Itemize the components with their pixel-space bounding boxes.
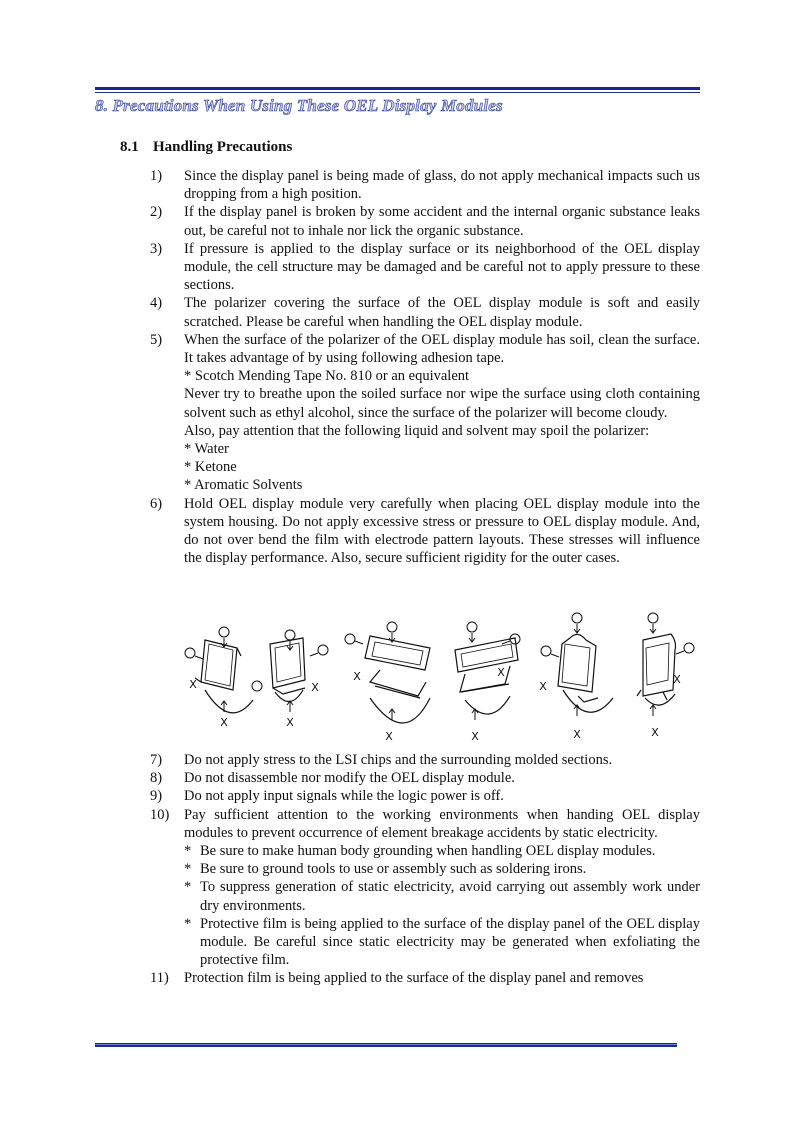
item-paragraph: If pressure is applied to the display surface or its neighborhood of the OEL display module, the cell structure may be damaged and be careful not to apply pressure to these sections.: [184, 240, 700, 294]
item-paragraph: Never try to breathe upon the soiled surface nor wipe the surface using cloth containing solvent such as ethyl alcohol, since the surface of the polarizer will become cloudy.: [184, 386, 700, 421]
precaution-list-part-1: [150, 167, 700, 567]
item-paragraph: Also, pay attention that the following liquid and solvent may spoil the polarizer:: [184, 422, 650, 439]
svg-text:X: X: [385, 730, 393, 743]
sub-bullet: [184, 842, 700, 860]
item-paragraph: * Water: [184, 441, 229, 458]
list-item: [150, 806, 700, 970]
item-body: [184, 969, 700, 987]
item-body: [184, 787, 700, 805]
panel-drawing-3: [365, 636, 430, 698]
item-number: 4): [150, 295, 163, 312]
list-item: [150, 495, 700, 568]
section-title: Handling Precautions: [153, 139, 293, 155]
svg-text:X: X: [353, 670, 361, 683]
item-body: [184, 167, 700, 203]
list-item: [150, 331, 700, 495]
svg-text:X: X: [189, 678, 197, 691]
list-item: [150, 240, 700, 295]
section-number: 8.1: [120, 139, 139, 155]
item-number: 11): [150, 970, 169, 987]
item-number: 3): [150, 240, 163, 257]
svg-text:X: X: [539, 680, 547, 693]
bullet-star: *: [184, 879, 192, 896]
item-number: 7): [150, 752, 163, 768]
svg-text:X: X: [651, 726, 659, 739]
panel-drawing-6: [637, 634, 676, 700]
precaution-list-part-2: [150, 751, 700, 988]
item-number: 2): [150, 204, 163, 221]
list-item: [150, 969, 700, 987]
item-body: [184, 294, 700, 330]
item-number: 8): [150, 770, 163, 787]
item-body: [184, 203, 700, 239]
list-item: [150, 167, 700, 203]
list-item: [150, 203, 700, 239]
list-item: [150, 751, 700, 769]
item-paragraph: Do not apply stress to the LSI chips and the surrounding molded sections.: [184, 752, 613, 768]
sub-bullet-text: To suppress generation of static electricity, avoid carrying out assembly work under dry environments.: [200, 879, 700, 914]
bullet-star: *: [184, 843, 192, 860]
item-paragraph: Do not disassemble nor modify the OEL display module.: [184, 770, 515, 787]
svg-text:X: X: [497, 666, 505, 679]
item-paragraph: * Ketone: [184, 459, 237, 476]
header-rule: [95, 87, 700, 93]
list-item: [150, 769, 700, 787]
item-body: [184, 331, 700, 495]
svg-text:X: X: [573, 728, 581, 741]
item-paragraph: Protection film is being applied to the surface of the display panel and removes: [184, 970, 644, 987]
bullet-star: *: [184, 915, 192, 932]
item-paragraph: Hold OEL display module very carefully when placing OEL display module into the system housing. Do not apply excessive stress or pressure to OEL display module. And, do not over bend the film with electrode pattern layouts. These stresses will influence the display performance. Also, secure sufficient rigidity for the outer cases.: [184, 495, 700, 567]
svg-text:X: X: [286, 716, 294, 729]
sub-bullet-text: Protective film is being applied to the surface of the display panel of the OEL display module. Be careful since static electricity may be generated when exfoliating the protective film.: [200, 915, 700, 969]
item-body: [184, 495, 700, 568]
item-number: 6): [150, 495, 163, 512]
svg-text:X: X: [673, 673, 681, 686]
item-number: 9): [150, 788, 163, 805]
sub-bullet: [184, 860, 700, 878]
svg-text:X: X: [220, 716, 228, 729]
item-number: 5): [150, 331, 163, 348]
sub-bullet-text: Be sure to ground tools to use or assembly such as soldering irons.: [200, 861, 587, 878]
sub-bullet-text: Be sure to make human body grounding when handling OEL display modules.: [200, 843, 656, 860]
svg-text:X: X: [311, 681, 319, 694]
item-paragraph: Pay sufficient attention to the working environments when handing OEL display modules to prevent occurrence of element breakage accidents by static electricity.: [184, 806, 700, 841]
item-number: 10): [150, 806, 170, 823]
panel-drawing-1: [195, 640, 241, 690]
bullet-star: *: [184, 861, 192, 878]
item-paragraph: * Scotch Mending Tape No. 810 or an equivalent: [184, 368, 470, 385]
item-paragraph: If the display panel is broken by some accident and the internal organic substance leaks out, be careful not to inhale nor lick the organic substance.: [184, 204, 700, 239]
item-body: [184, 806, 700, 970]
item-number: 1): [150, 168, 163, 184]
item-paragraph: * Aromatic Solvents: [184, 477, 303, 494]
sub-bullet: [184, 878, 700, 914]
list-item: [150, 294, 700, 330]
svg-text:X: X: [471, 730, 479, 743]
handling-illustration: [175, 608, 705, 748]
panel-drawing-4: [455, 638, 518, 692]
item-body: [184, 240, 700, 295]
list-item: [150, 787, 700, 805]
section-heading: [120, 139, 292, 156]
item-paragraph: Since the display panel is being made of glass, do not apply mechanical impacts such us dropping from a high position.: [184, 168, 700, 203]
item-paragraph: When the surface of the polarizer of the OEL display module has soil, clean the surface. It takes advantage of by using following adhesion tape.: [184, 331, 700, 367]
item-body: [184, 751, 700, 769]
item-paragraph: The polarizer covering the surface of the OEL display module is soft and easily scratched. Please be careful when handling the OEL display module.: [184, 295, 700, 330]
item-paragraph: Do not apply input signals while the logic power is off.: [184, 788, 504, 805]
footer-rule: [95, 1043, 677, 1047]
item-body: [184, 769, 700, 787]
page-title: 8. Precautions When Using These OEL Display Modules: [95, 96, 503, 115]
sub-bullet: [184, 915, 700, 970]
